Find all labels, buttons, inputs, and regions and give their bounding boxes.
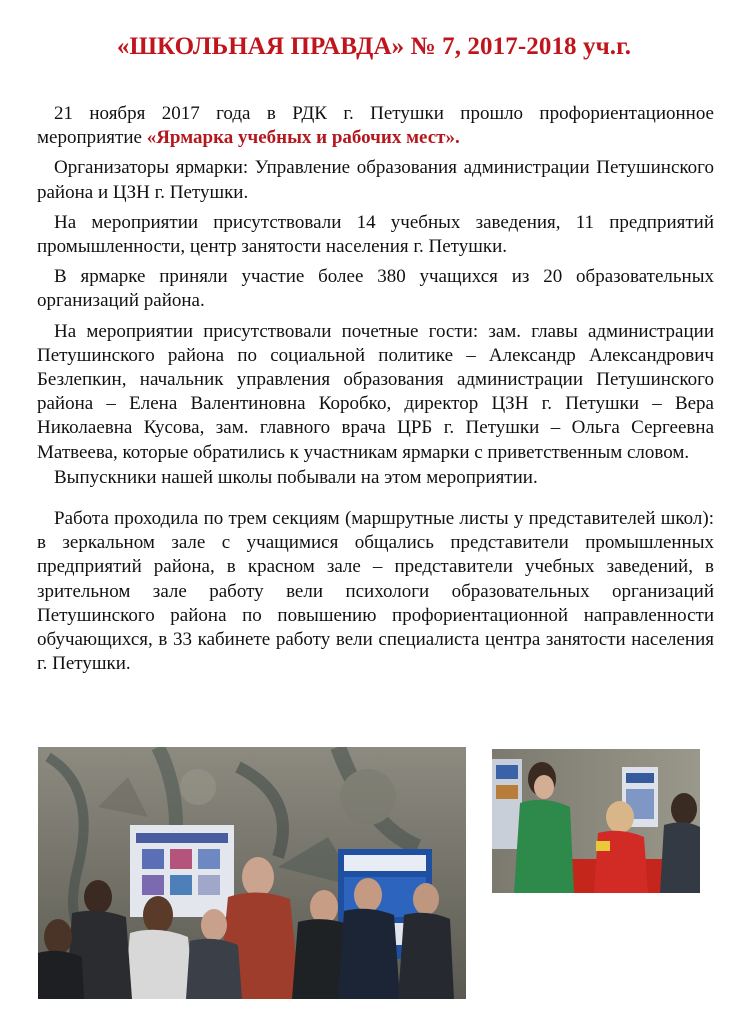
article-body: [37, 102, 714, 682]
intro-text: 21 ноября 2017 года в РДК г. Петушки прошло профориентационное мероприятие: [37, 103, 714, 149]
fair-crowd-photo: [38, 747, 466, 999]
paragraph-guests: На мероприятии присутствовали почетные гости: зам. главы администрации Петушинского района по социальной политике – Александр Александрович Безлепкин, начальник управления образования администрации Петушинского района – Елена Валентиновна Коробко, директор ЦЗН г. Петушки – Вера Николаевна Кусова, зам. главного врача ЦРБ г. Петушки – Ольга Сергеевна Матвеева, которые обратились к участникам ярмарки с приветственным словом.: [37, 320, 714, 463]
paragraph-intro: [37, 102, 714, 150]
stand-visitors-photo: [492, 749, 700, 893]
paragraph-participants-institutions: На мероприятии присутствовали 14 учебных заведения, 11 предприятий промышленности, центр занятости населения г. Петушки.: [37, 211, 714, 258]
paragraph-sections: Работа проходила по трем секциям (маршрутные листы у представителей школ): в зеркальном зале с учащимися общались представители промышленных предприятий района, в красном зале – представители учебных заведений, в зрительном зале работу вели психологи образовательных организаций Петушинского района по повышению профориентационной направленности обучающихся, в 33 кабинете работу вели специалиста центра занятости населения г. Петушки.: [37, 508, 714, 675]
paragraph-organizers: Организаторы ярмарки: Управление образования администрации Петушинского района и ЦЗН г. Петушки.: [37, 157, 714, 203]
page-title: «ШКОЛЬНАЯ ПРАВДА» № 7, 2017-2018 уч.г.: [116, 33, 632, 60]
paragraph-graduates: Выпускники нашей школы побывали на этом мероприятии.: [54, 466, 538, 488]
event-name-highlight: «Ярмарка учебных и рабочих мест».: [146, 127, 460, 149]
paragraph-students-count: В ярмарке приняли участие более 380 учащихся из 20 образовательных организаций района.: [37, 266, 714, 312]
